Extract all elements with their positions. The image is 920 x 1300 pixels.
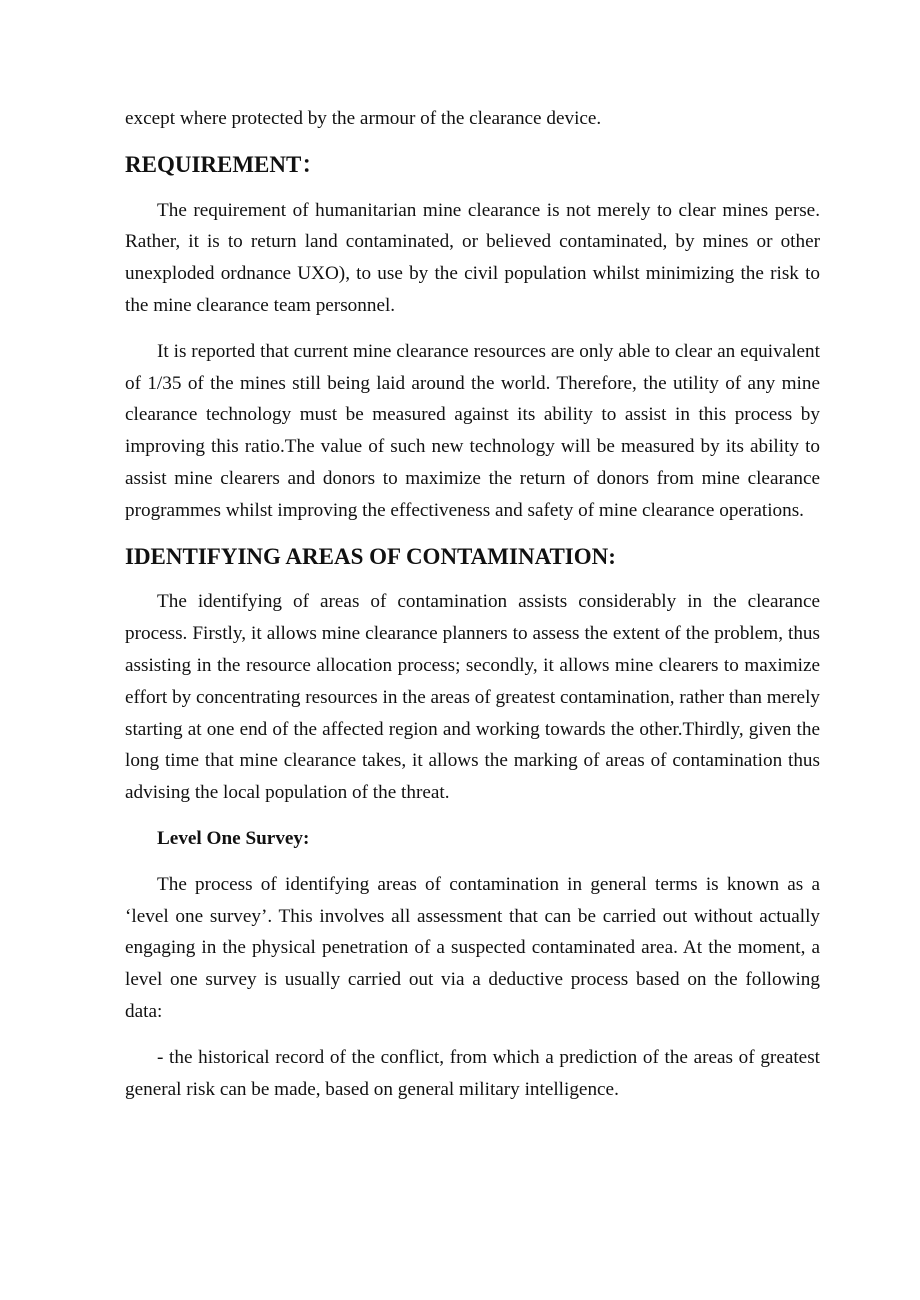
requirement-paragraph-1: The requirement of humanitarian mine clearance is not merely to clear mines perse. Rather, it is to return land contaminated, or believed contaminated, by mines or other unexploded ordnance UXO), to use by the civil population whilst minimizing the risk to the mine clearance team personnel. bbox=[125, 199, 820, 316]
level-one-survey-list-item: - the historical record of the conflict, from which a prediction of the areas of greatest general risk can be made, based on general military intelligence. bbox=[125, 1046, 820, 1100]
level-one-survey-heading: Level One Survey: bbox=[157, 827, 310, 849]
identifying-heading: IDENTIFYING AREAS OF CONTAMINATION: bbox=[125, 543, 616, 569]
requirement-paragraph-2: It is reported that current mine clearance resources are only able to clear an equivalent of 1/35 of the mines still being laid around the world. Therefore, the utility of any mine clearance technology must be measured against its ability to assist in this process by improving this ratio.The value of such new technology will be measured by its ability to assist mine clearers and donors to maximize the return of donors from mine clearance programmes whilst improving the effectiveness and safety of mine clearance operations. bbox=[125, 340, 820, 521]
document-page bbox=[125, 103, 820, 1105]
requirement-heading: REQUIREMENT： bbox=[125, 151, 325, 177]
level-one-survey-paragraph-1: The process of identifying areas of contamination in general terms is known as a ‘level one survey’. This involves all assessment that can be carried out without actually engaging in the physical penetration of a suspected contaminated area. At the moment, a level one survey is usually carried out via a deductive process based on the following data: bbox=[125, 873, 820, 1022]
intro-line: except where protected by the armour of the clearance device. bbox=[125, 108, 602, 129]
identifying-paragraph-1: The identifying of areas of contamination assists considerably in the clearance process. Firstly, it allows mine clearance planners to assess the extent of the problem, thus assisting in the resource allocation process; secondly, it allows mine clearers to maximize effort by concentrating resources in the areas of greatest contamination, rather than merely starting at one end of the affected region and working towards the other.Thirdly, given the long time that mine clearance takes, it allows the marking of areas of contamination thus advising the local population of the threat. bbox=[125, 591, 820, 804]
